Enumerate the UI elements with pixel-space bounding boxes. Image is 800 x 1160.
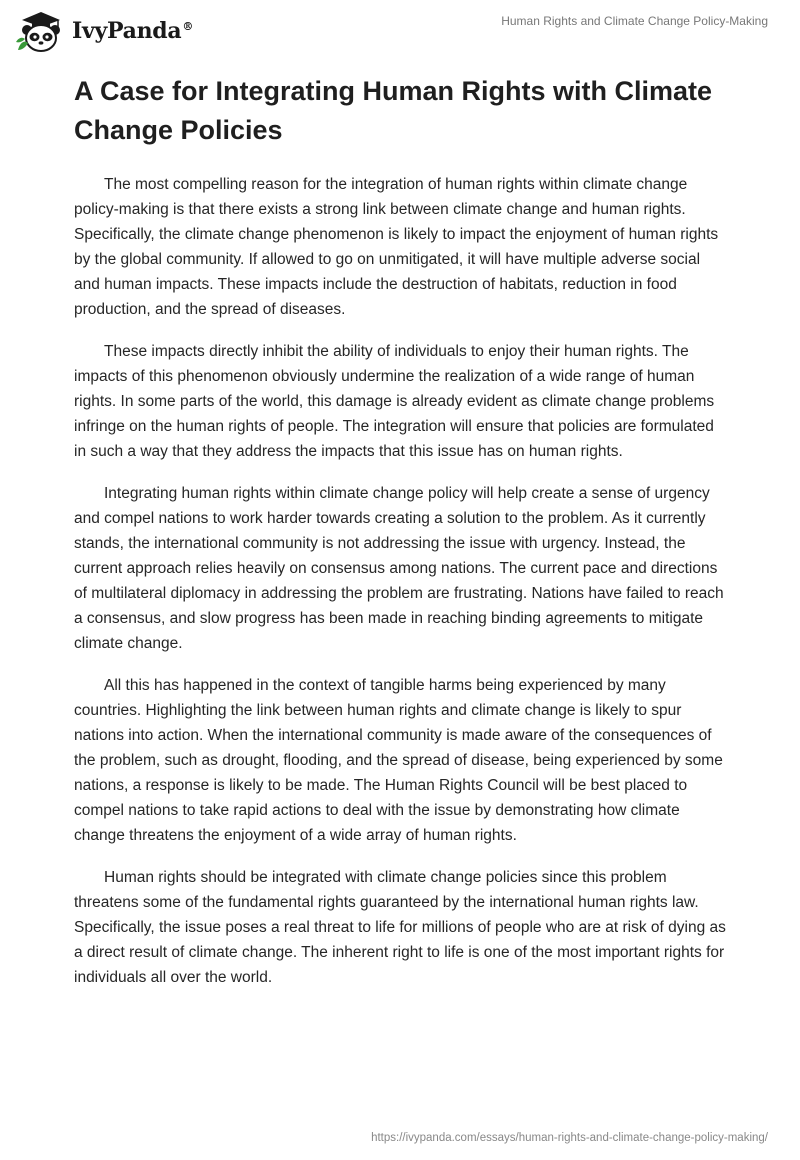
registered-mark: ® [182,19,194,33]
page-title: A Case for Integrating Human Rights with Climate Change Policies [74,76,713,145]
paragraph: Integrating human rights within climate change policy will help create a sense of urgency and compel nations to work harder towards creating a solution to the problem. As it currently stands, the international community is not addressing the issue with urgency. Instead, the current approach relies heavily on consensus among nations. The current pace and directions of multilateral diplomacy in addressing the problem are frustrating. Nations have failed to reach a consensus, and slow progress has been made in reaching binding agreements to mitigate climate change. [74,485,724,652]
paragraph: All this has happened in the context of tangible harms being experienced by many countries. Highlighting the link between human rights and climate change is likely to spur nations into action. When the international community is made aware of the consequences of the problem, such as drought, flooding, and the spread of disease, being experienced by some nations, a response is likely to be made. The Human Rights Council will be best placed to compel nations to take rapid actions to deal with the issue by demonstrating how climate change threatens the enjoyment of a wide array of human rights. [74,677,723,844]
panda-logo-icon [14,10,66,54]
paragraph: These impacts directly inhibit the ability of individuals to enjoy their human rights. The impacts of this phenomenon obviously undermine the realization of a wide range of human rights. In some parts of the world, this damage is already evident as climate change problems infringe on the human rights of people. The integration will ensure that policies are formulated in such a way that they address the impacts that this issue has on human rights. [74,343,715,460]
paragraph: The most compelling reason for the integration of human rights within climate change policy-making is that there exists a strong link between climate change and human rights. Specifically, the climate change phenomenon is likely to impact the enjoyment of human rights by the global community. If allowed to go on unmitigated, it will have multiple adverse social and human impacts. These impacts include the destruction of habitats, reduction in food production, and the spread of diseases. [74,176,719,318]
paragraph: Human rights should be integrated with climate change policies since this problem threatens some of the fundamental rights guaranteed by the international human rights law. Specifically, the issue poses a real threat to life for millions of people who are at risk of dying as a direct result of climate change. The inherent right to life is one of the most important rights for individuals all over the world. [74,869,726,986]
page-header [0,0,800,60]
source-url[interactable]: https://ivypanda.com/essays/human-rights-and-climate-change-policy-making/ [371,1132,768,1144]
brand-logo[interactable] [14,10,193,54]
essay-body [74,172,730,1007]
brand-name: IvyPanda® [72,18,194,44]
header-document-title: Human Rights and Climate Change Policy-Making [501,14,768,28]
